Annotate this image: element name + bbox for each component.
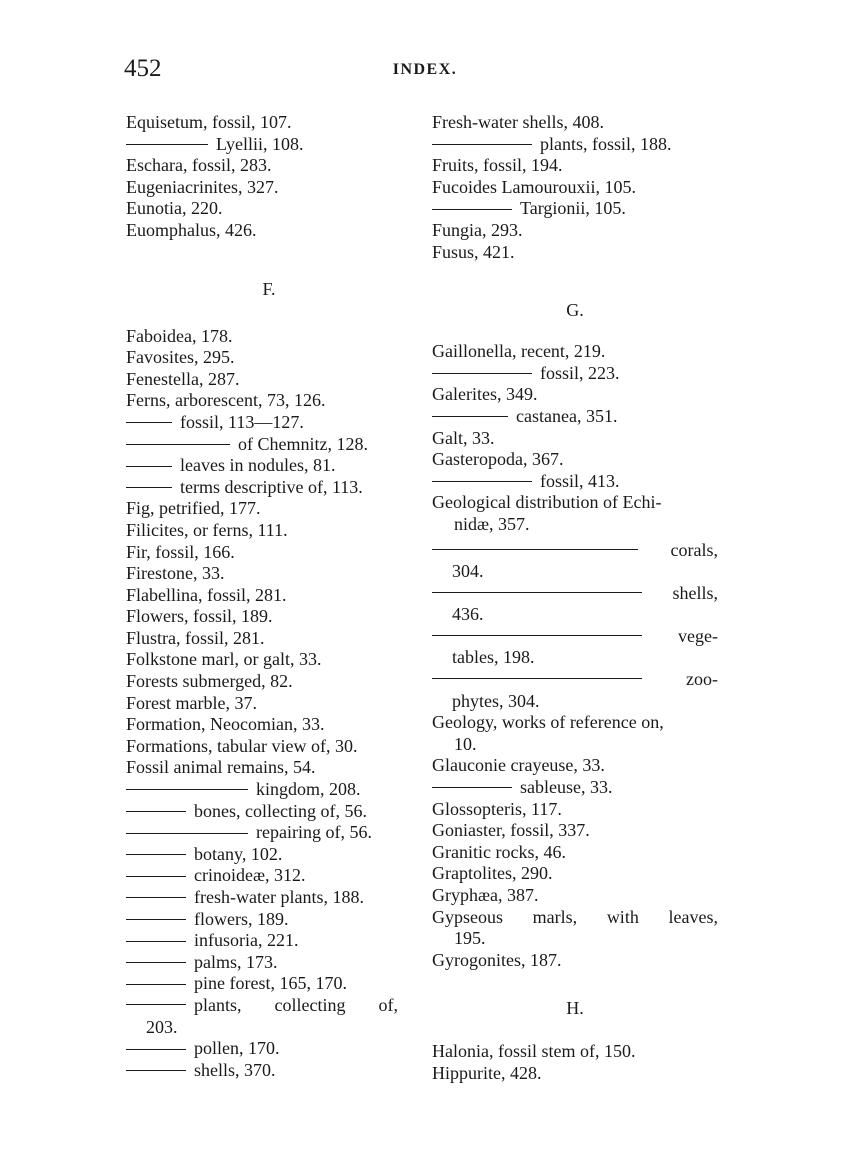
index-entry: Gasteropoda, 367. (432, 449, 564, 470)
index-entry: Gryphæa, 387. (432, 885, 539, 905)
ditto-dash (126, 422, 172, 423)
index-subentry (126, 844, 412, 866)
index-subentry (126, 822, 412, 844)
entry-text: infusoria, 221. (194, 930, 299, 951)
index-entry: Firestone, 33. (126, 563, 225, 584)
index-subentry (432, 626, 718, 648)
index-entry: Hippurite, 428. (432, 1062, 542, 1083)
index-entry: Geology, works of reference on, (432, 712, 664, 733)
entry-text: Lyellii, 108. (216, 133, 304, 154)
index-subentry (432, 406, 718, 428)
index-entry: Faboidea, 178. (126, 325, 233, 346)
index-entry: Eunotia, 220. (126, 198, 223, 219)
ditto-dash (126, 876, 186, 877)
index-entry-continuation: phytes, 304. (452, 690, 540, 711)
index-entry: Forest marble, 37. (126, 692, 257, 713)
entry-text: plants, fossil, 188. (540, 133, 672, 154)
ditto-dash (126, 466, 172, 467)
index-subentry (432, 471, 718, 493)
index-subentry (126, 887, 412, 909)
index-entry: Ferns, arborescent, 73, 126. (126, 390, 326, 411)
index-entry: Euomphalus, 426. (126, 219, 257, 240)
ditto-dash (432, 144, 532, 145)
index-subentry (432, 363, 718, 385)
index-entry: Fossil animal remains, 54. (126, 757, 316, 778)
index-entry: Geological distribution of Echi- (432, 492, 662, 513)
ditto-dash (432, 209, 512, 210)
entry-text: kingdom, 208. (256, 779, 361, 800)
index-subentry (126, 434, 412, 456)
index-subentry (126, 779, 412, 801)
index-entry: Fig, petrified, 177. (126, 498, 261, 519)
index-entry: Flustra, fossil, 281. (126, 627, 265, 648)
ditto-dash (126, 833, 248, 834)
index-entry: Graptolites, 290. (432, 863, 553, 884)
ditto-dash (432, 592, 642, 593)
ditto-dash (126, 854, 186, 855)
entry-word: with (606, 906, 639, 927)
entry-text: fossil, 113—127. (180, 411, 304, 432)
page-number: 452 (124, 55, 162, 82)
entry-text: bones, collecting of, 56. (194, 800, 367, 821)
entry-text: palms, 173. (194, 951, 278, 972)
ditto-dash (126, 1004, 186, 1005)
index-entry-continuation: nidæ, 357. (454, 513, 530, 534)
index-subentry (126, 952, 412, 974)
section-letter-h: H. (566, 998, 584, 1019)
running-head: INDEX. (392, 61, 458, 78)
entry-text: shells, 370. (194, 1059, 276, 1080)
index-entry: Goniaster, fossil, 337. (432, 820, 590, 841)
ditto-dash (432, 787, 512, 788)
entry-word: of, (378, 994, 398, 1015)
index-entry: Equisetum, fossil, 107. (126, 112, 292, 132)
index-subentry (126, 455, 412, 477)
index-entry: Forests submerged, 82. (126, 671, 293, 692)
index-entry: Fruits, fossil, 194. (432, 155, 563, 176)
entry-word: leaves, (668, 906, 718, 927)
entry-text: zoo- (686, 669, 718, 690)
ditto-dash (432, 678, 642, 679)
ditto-dash (126, 919, 186, 920)
index-subentry (126, 930, 412, 952)
ditto-dash (126, 962, 186, 963)
index-entry: Glauconie crayeuse, 33. (432, 755, 605, 776)
index-entry: Folkstone marl, or galt, 33. (126, 649, 322, 670)
section-letter-f: F. (262, 278, 276, 299)
index-entry: Formation, Neocomian, 33. (126, 714, 325, 735)
index-entry: Galt, 33. (432, 427, 495, 448)
index-subentry (126, 801, 412, 823)
ditto-dash (126, 1049, 186, 1050)
index-subentry (126, 1060, 412, 1082)
entry-text: castanea, 351. (516, 405, 618, 426)
entry-word: Gypseous (432, 906, 503, 927)
entry-text: fossil, 223. (540, 362, 620, 383)
index-entry: Galerites, 349. (432, 384, 538, 405)
ditto-dash (432, 635, 642, 636)
index-entry: Gaillonella, recent, 219. (432, 341, 606, 362)
entry-text: fresh-water plants, 188. (194, 887, 364, 907)
ditto-dash (432, 549, 638, 550)
index-entry: Glossopteris, 117. (432, 798, 562, 819)
entry-word: marls, (532, 906, 578, 927)
entry-text: vege- (678, 625, 718, 646)
entry-text: corals, (670, 539, 718, 560)
entry-text: fossil, 413. (540, 470, 620, 491)
index-subentry (126, 909, 412, 931)
index-subentry (126, 134, 412, 156)
ditto-dash (126, 487, 172, 488)
entry-text: terms descriptive of, 113. (180, 476, 363, 497)
index-subentry (432, 669, 718, 691)
entry-text: repairing of, 56. (256, 822, 372, 843)
entry-text: botany, 102. (194, 843, 283, 864)
index-entry: Filicites, or ferns, 111. (126, 519, 288, 540)
index-entry: Eschara, fossil, 283. (126, 155, 272, 176)
index-subentry (432, 134, 718, 156)
entry-text: Targionii, 105. (520, 198, 626, 219)
index-entry (432, 907, 718, 929)
entry-word: plants, (194, 994, 242, 1015)
index-subentry (126, 412, 412, 434)
index-subentry (126, 477, 412, 499)
index-entry: Fenestella, 287. (126, 368, 240, 389)
index-entry-continuation: 304. (452, 561, 484, 582)
index-subentry (126, 1038, 412, 1060)
ditto-dash (126, 144, 208, 145)
entry-word: collecting (274, 994, 346, 1015)
ditto-dash (126, 941, 186, 942)
section-letter-g: G. (566, 300, 584, 321)
entry-text-justified (194, 995, 398, 1017)
index-subentry (126, 995, 398, 1017)
index-entry: Halonia, fossil stem of, 150. (432, 1041, 636, 1062)
ditto-dash (432, 416, 508, 417)
index-column-right (432, 112, 718, 1085)
entry-text: sableuse, 33. (520, 777, 613, 798)
index-subentry (432, 540, 718, 562)
index-entry: Flabellina, fossil, 281. (126, 584, 287, 605)
index-subentry (432, 777, 718, 799)
index-entry: Fir, fossil, 166. (126, 541, 235, 562)
entry-text: of Chemnitz, 128. (238, 433, 368, 454)
entry-text: pollen, 170. (194, 1038, 280, 1059)
index-entry: Gyrogonites, 187. (432, 949, 562, 970)
index-entry: Fresh-water shells, 408. (432, 112, 604, 132)
ditto-dash (432, 373, 532, 374)
index-subentry (432, 198, 718, 220)
entry-text: shells, (672, 582, 718, 603)
index-entry-continuation: 203. (146, 1016, 178, 1037)
index-entry: Formations, tabular view of, 30. (126, 735, 358, 756)
index-entry: Fungia, 293. (432, 219, 523, 240)
entry-text: leaves in nodules, 81. (180, 455, 336, 476)
index-entry: Favosites, 295. (126, 347, 235, 368)
index-subentry (126, 865, 412, 887)
entry-text: crinoideæ, 312. (194, 865, 306, 886)
index-entry: Eugeniacrinites, 327. (126, 176, 279, 197)
ditto-dash (126, 789, 248, 790)
ditto-dash (126, 1070, 186, 1071)
index-subentry (126, 973, 412, 995)
index-entry: Granitic rocks, 46. (432, 841, 566, 862)
ditto-dash (126, 897, 186, 898)
entry-text: flowers, 189. (194, 908, 289, 929)
index-entry-continuation: 436. (452, 604, 484, 625)
ditto-dash (126, 811, 186, 812)
index-entry-continuation: 195. (454, 928, 486, 949)
entry-text: pine forest, 165, 170. (194, 973, 347, 994)
index-entry-continuation: 10. (454, 733, 477, 754)
index-column-left (126, 112, 412, 1081)
index-subentry (432, 583, 718, 605)
index-entry: Fusus, 421. (432, 241, 515, 262)
index-entry-continuation: tables, 198. (452, 647, 535, 668)
index-entry: Flowers, fossil, 189. (126, 606, 273, 627)
ditto-dash (126, 984, 186, 985)
index-entry: Fucoides Lamourouxii, 105. (432, 176, 636, 197)
ditto-dash (126, 444, 230, 445)
ditto-dash (432, 481, 532, 482)
